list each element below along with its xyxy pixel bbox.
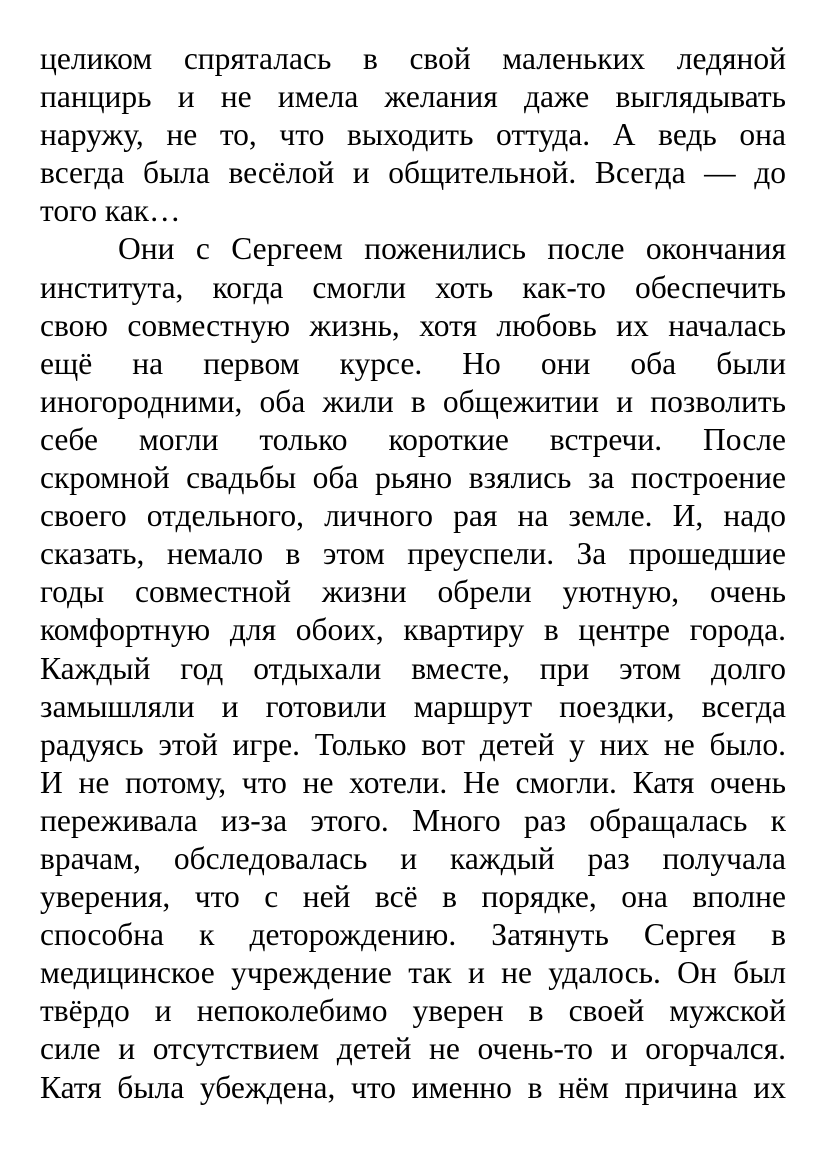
text-line: института, когда смогли хоть как-то обеспечить [40, 269, 786, 305]
text-line: того как… [40, 193, 181, 229]
paragraph [40, 230, 786, 1106]
text-line: целиком спряталась в свой маленьких ледяной [40, 41, 786, 76]
body-text [40, 40, 786, 1107]
text-line: замышляли и готовили маршрут поездки, всегда [40, 688, 786, 724]
text-line: способна к деторождению. Затянуть Сергея в [40, 917, 786, 953]
text-line: врачам, обследовалась и каждый раз получала [40, 840, 786, 876]
text-line: всегда была весёлой и общительной. Всегда — до [40, 155, 786, 191]
text-line: панцирь и не имела желания даже выглядывать [40, 79, 786, 115]
text-line: твёрдо и непоколебимо уверен в своей мужской [40, 993, 786, 1029]
text-line: переживала из-за этого. Много раз обращалась к [40, 802, 786, 838]
text-line: силе и отсутствием детей не очень-то и огорчался. [40, 1031, 786, 1067]
text-line: радуясь этой игре. Только вот детей у них не было. [40, 726, 786, 762]
text-line: медицинское учреждение так и не удалось. Он был [40, 955, 786, 991]
text-line: уверения, что с ней всё в порядке, она вполне [40, 879, 786, 915]
text-line: ещё на первом курсе. Но они оба были [40, 345, 786, 381]
text-line: себе могли только короткие встречи. После [40, 421, 786, 457]
text-line: Каждый год отдыхали вместе, при этом долго [40, 650, 786, 686]
text-line: скромной свадьбы оба рьяно взялись за построение [40, 460, 786, 496]
text-line: свою совместную жизнь, хотя любовь их началась [40, 307, 786, 343]
text-line: своего отдельного, личного рая на земле. И, надо [40, 498, 786, 534]
text-line: сказать, немало в этом преуспели. За прошедшие [40, 536, 786, 572]
text-line: наружу, не то, что выходить оттуда. А ведь она [40, 117, 786, 153]
text-line: Катя была убеждена, что именно в нём причина их [40, 1069, 786, 1105]
text-line: комфортную для обоих, квартиру в центре города. [40, 612, 786, 648]
text-line: иногородними, оба жили в общежитии и позволить [40, 383, 786, 419]
text-line: годы совместной жизни обрели уютную, очень [40, 574, 786, 610]
paragraph [40, 40, 786, 230]
text-line: Они с Сергеем поженились после окончания [118, 231, 786, 267]
text-line: И не потому, что не хотели. Не смогли. Катя очень [40, 764, 786, 800]
